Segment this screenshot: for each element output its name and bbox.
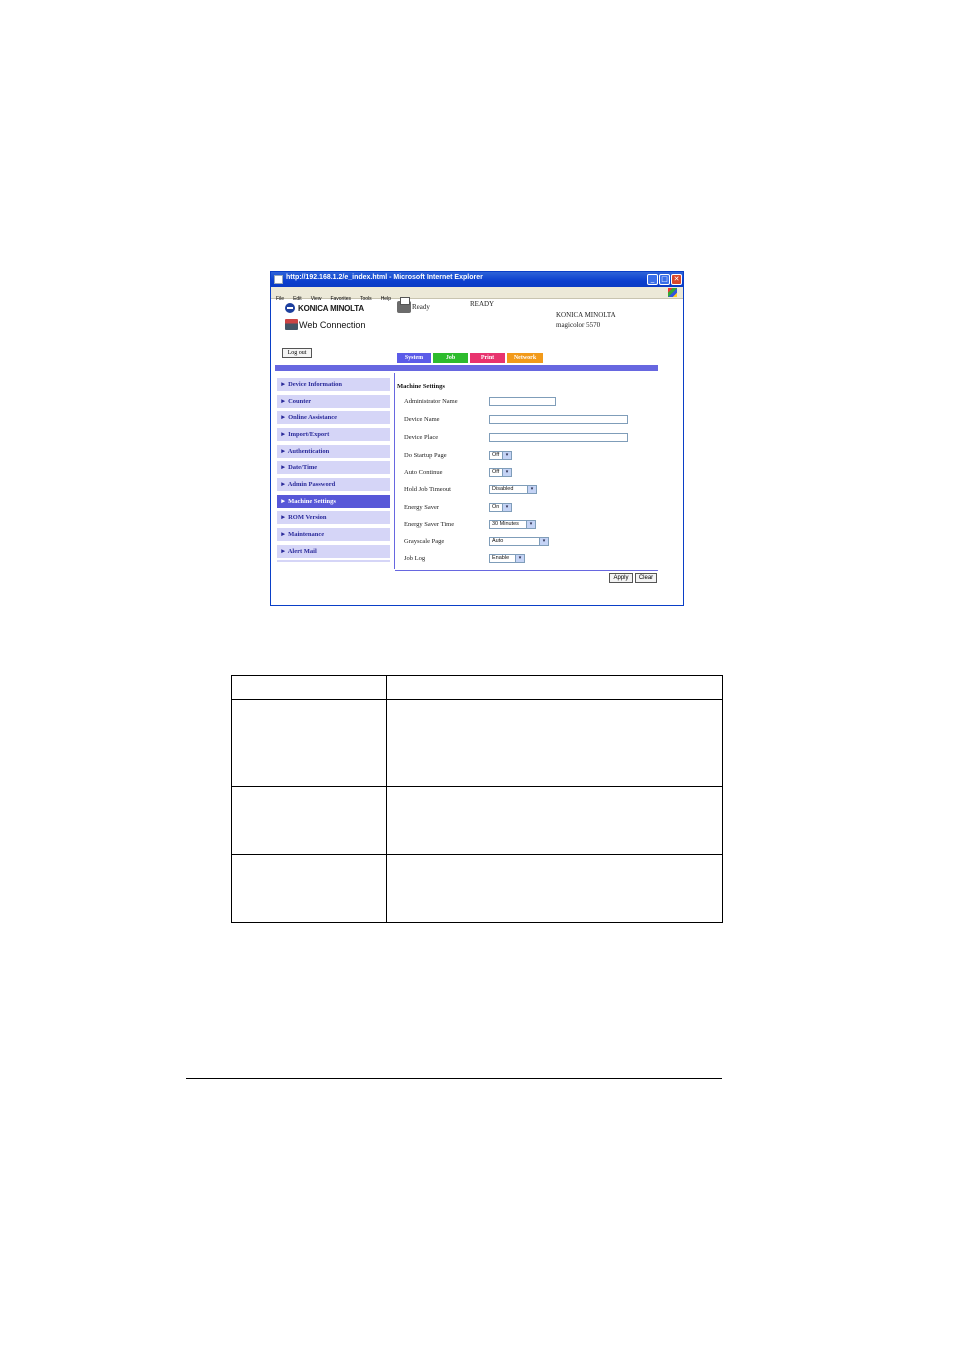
konica-logo-icon [285, 303, 295, 313]
menu-favorites[interactable]: Favorites [330, 296, 351, 302]
auto-continue-label: Auto Continue [404, 469, 443, 476]
sidebar-item-import-export[interactable]: ► Import/Export [277, 428, 390, 441]
device-name-input[interactable] [489, 415, 628, 424]
table-row [232, 855, 723, 923]
settings-table [231, 675, 723, 923]
logout-button[interactable]: Log out [282, 348, 312, 358]
close-icon[interactable]: ✕ [671, 274, 682, 285]
menu-view[interactable]: View [310, 296, 322, 302]
chevron-down-icon: ▾ [502, 504, 511, 511]
tab-job[interactable]: Job [433, 353, 468, 363]
grayscale-page-label: Grayscale Page [404, 538, 445, 545]
printer-icon [397, 301, 411, 313]
energy-saver-label: Energy Saver [404, 504, 440, 511]
maker-name: KONICA MINOLTA [556, 311, 616, 319]
ie-icon [274, 275, 283, 284]
maximize-icon[interactable]: □ [659, 274, 670, 285]
table-cell [232, 676, 387, 700]
sidebar-item-machine-settings[interactable]: ► Machine Settings [277, 495, 390, 508]
job-log-label: Job Log [404, 555, 426, 562]
tab-network[interactable]: Network [507, 353, 543, 363]
chevron-down-icon: ▾ [539, 538, 548, 545]
grayscale-page-select[interactable] [489, 537, 549, 546]
sidebar-divider [277, 560, 390, 562]
footer-rule [186, 1078, 722, 1079]
sidebar-item-label: Device Information [288, 381, 343, 388]
menu-file[interactable]: File [276, 296, 285, 302]
sidebar-item-label: Machine Settings [288, 498, 336, 505]
table-cell [232, 787, 387, 855]
chevron-down-icon: ▾ [502, 469, 511, 476]
minimize-icon[interactable]: _ [647, 274, 658, 285]
sidebar-item-online-assistance[interactable]: ► Online Assistance [277, 411, 390, 424]
window-title: http://192.168.1.2/e_index.html - Microsoft Internet Explorer [286, 274, 483, 281]
model-name: magicolor 5570 [556, 321, 601, 329]
status-panel-text: READY [470, 300, 495, 308]
browser-window [270, 271, 684, 606]
chevron-down-icon: ▾ [526, 521, 535, 528]
table-row [232, 676, 723, 700]
sidebar-item-counter[interactable]: ► Counter [277, 395, 390, 408]
select-value: Off [492, 469, 500, 475]
job-log-select[interactable] [489, 554, 525, 563]
sidebar-item-label: Online Assistance [288, 414, 337, 421]
sidebar-item-label: Alert Mail [287, 548, 317, 555]
select-value: Enable [492, 555, 510, 561]
sidebar-item-alert-mail[interactable]: ► Alert Mail [277, 545, 390, 558]
pagescope-icon [285, 319, 298, 330]
do-startup-page-select[interactable] [489, 451, 512, 460]
sidebar-item-maintenance[interactable]: ► Maintenance [277, 528, 390, 541]
sidebar-item-admin-password[interactable]: ► Admin Password [277, 478, 390, 491]
clear-button[interactable]: Clear [635, 573, 657, 583]
table-row [232, 700, 723, 787]
auto-continue-select[interactable] [489, 468, 512, 477]
device-name-label: Device Name [404, 416, 440, 423]
table-cell [387, 855, 723, 923]
tab-print[interactable]: Print [470, 353, 505, 363]
hold-job-timeout-label: Hold Job Timeout [404, 486, 451, 493]
page-title: Machine Settings [397, 383, 445, 390]
tab-system[interactable]: System [397, 353, 431, 363]
administrator-name-input[interactable] [489, 397, 556, 406]
select-value: 30 Minutes [492, 521, 519, 527]
form-divider [395, 570, 658, 571]
energy-saver-time-label: Energy Saver Time [404, 521, 455, 528]
select-value: Disabled [492, 486, 514, 492]
chevron-down-icon: ▾ [502, 452, 511, 459]
sidebar-item-authentication[interactable]: ► Authentication [277, 445, 390, 458]
device-place-label: Device Place [404, 434, 439, 441]
title-bar [271, 272, 683, 287]
select-value: Off [492, 452, 500, 458]
sidebar-item-label: Date/Time [288, 464, 318, 471]
windows-logo-icon [668, 288, 677, 297]
hold-job-timeout-select[interactable] [489, 485, 537, 494]
menu-bar [271, 287, 683, 302]
apply-button[interactable]: Apply [609, 573, 633, 583]
content-divider [394, 373, 395, 569]
table-row [232, 787, 723, 855]
table-cell [387, 787, 723, 855]
sidebar-item-rom-version[interactable]: ► ROM Version [277, 511, 390, 524]
brand-name: KONICA MINOLTA [298, 304, 364, 313]
device-place-input[interactable] [489, 433, 628, 442]
product-name: Web Connection [299, 320, 366, 330]
sidebar-item-label: Maintenance [288, 531, 325, 538]
select-value: Auto [492, 538, 504, 544]
chevron-down-icon: ▾ [515, 555, 524, 562]
sidebar-item-label: ROM Version [288, 514, 327, 521]
sidebar-item-label: Authentication [287, 448, 330, 455]
table-cell [387, 676, 723, 700]
table-cell [232, 700, 387, 787]
sidebar-item-label: Counter [288, 398, 312, 405]
sidebar-item-label: Admin Password [287, 481, 336, 488]
do-startup-page-label: Do Startup Page [404, 452, 447, 459]
administrator-name-label: Administrator Name [404, 398, 458, 405]
menu-tools[interactable]: Tools [360, 296, 372, 302]
chevron-down-icon: ▾ [527, 486, 536, 493]
header-divider [275, 365, 658, 371]
table-cell [387, 700, 723, 787]
energy-saver-time-select[interactable] [489, 520, 536, 529]
sidebar-item-label: Import/Export [288, 431, 330, 438]
table-cell [232, 855, 387, 923]
menu-help[interactable]: Help [380, 296, 391, 302]
sidebar-item-device-information[interactable]: ► Device Information [277, 378, 390, 391]
status-text: Ready [412, 303, 430, 311]
energy-saver-select[interactable] [489, 503, 512, 512]
sidebar-item-date-time[interactable]: ► Date/Time [277, 461, 390, 474]
select-value: On [492, 504, 500, 510]
menu-edit[interactable]: Edit [293, 296, 302, 302]
